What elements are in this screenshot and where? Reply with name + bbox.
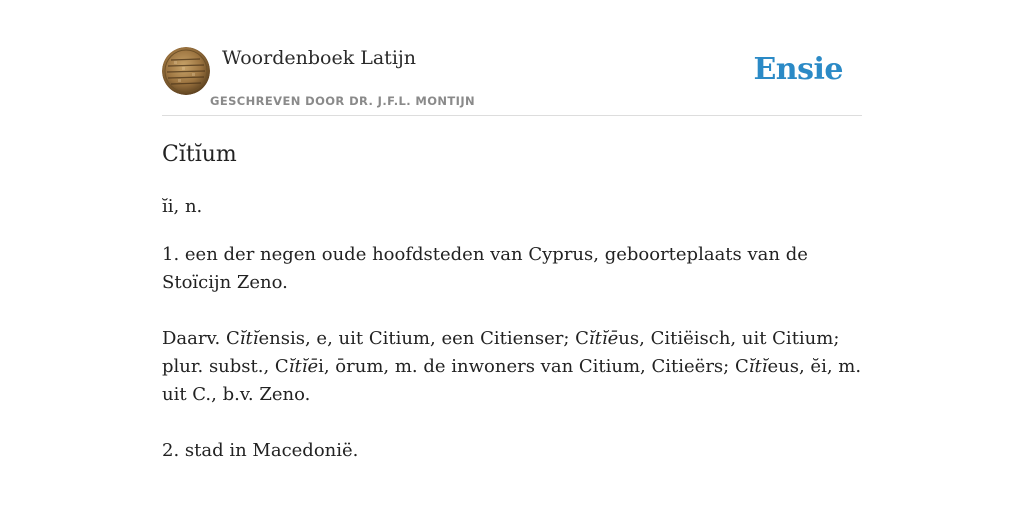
definition-1: 1. een der negen oude hoofdsteden van Cyprus, geboorteplaats van de Stoïcijn Zeno. — [162, 244, 808, 293]
derivation-italic: ĭtĭē — [288, 356, 319, 377]
header — [162, 46, 862, 116]
entry-headword: Cĭtĭum — [162, 142, 237, 167]
derivation-text: eus, ĕi, m. uit C., b.v. Zeno. — [162, 356, 862, 405]
brand-logo[interactable]: Ensie — [753, 52, 843, 87]
author-line: GESCHREVEN DOOR DR. J.F.L. MONTIJN — [210, 94, 476, 108]
page — [162, 0, 862, 465]
derivation-text: us, Citiëisch, uit Citium; plur. subst., C — [162, 328, 840, 377]
derivation-text: Daarv. C — [162, 328, 240, 349]
derivation-text: ensis, e, uit Citium, een Citienser; C — [258, 328, 589, 349]
bronze-coin-icon[interactable] — [162, 47, 210, 95]
derivation-text: i, ōrum, m. de inwoners van Citium, Citieërs; C — [318, 356, 749, 377]
derivations — [162, 325, 862, 409]
derivation-italic: ĭtĭ — [748, 356, 768, 377]
dictionary-title[interactable]: Woordenboek Latijn — [222, 47, 417, 69]
derivation-italic: ĭtĭē — [588, 328, 619, 349]
definition-2: 2. stad in Macedonië. — [162, 440, 359, 461]
entry-grammar: ĭi, n. — [162, 196, 203, 217]
derivation-italic: ĭtĭ — [239, 328, 259, 349]
